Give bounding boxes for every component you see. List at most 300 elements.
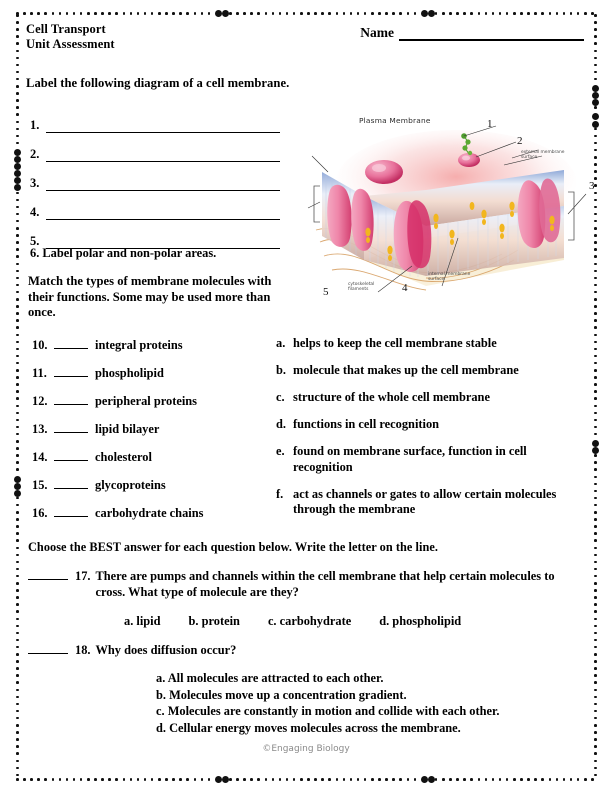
border-dot xyxy=(16,227,19,230)
border-dot xyxy=(16,767,19,770)
border-dot xyxy=(158,12,161,15)
border-dot xyxy=(73,778,76,781)
border-dot xyxy=(16,192,19,195)
title-line-1: Cell Transport xyxy=(26,22,106,36)
border-dot xyxy=(594,28,597,31)
q18-choice[interactable]: a. All molecules are attracted to each other. xyxy=(156,671,384,685)
border-dot xyxy=(293,778,296,781)
border-dot xyxy=(123,12,126,15)
match-definition-text: functions in cell recognition xyxy=(293,417,440,431)
border-dot xyxy=(229,778,232,781)
border-dot xyxy=(16,447,19,450)
border-dot xyxy=(470,12,473,15)
border-dot xyxy=(272,12,275,15)
border-dot xyxy=(594,376,597,379)
border-dot xyxy=(16,71,19,74)
border-dot xyxy=(52,12,55,15)
border-dot xyxy=(222,776,229,783)
border-dot xyxy=(594,703,597,706)
border-dot xyxy=(506,12,509,15)
border-dot xyxy=(594,426,597,429)
border-dot xyxy=(265,778,268,781)
border-dot xyxy=(594,21,597,24)
border-dot xyxy=(594,518,597,521)
border-dot xyxy=(16,390,19,393)
border-dot xyxy=(208,778,211,781)
border-dot xyxy=(399,778,402,781)
border-dot xyxy=(16,575,19,578)
match-term-row xyxy=(32,365,268,393)
border-dot xyxy=(16,128,19,131)
q17-answer-line[interactable] xyxy=(28,568,68,580)
q18-choices xyxy=(28,670,584,736)
border-dot xyxy=(215,776,222,783)
border-dot xyxy=(442,12,445,15)
border-dot xyxy=(16,78,19,81)
match-answer-line[interactable] xyxy=(54,449,88,461)
border-dot xyxy=(16,369,19,372)
border-dot xyxy=(357,12,360,15)
callout-number-2: 2 xyxy=(517,135,523,147)
q17-number: 17. xyxy=(75,569,91,583)
question-18 xyxy=(28,642,584,736)
border-dot xyxy=(594,504,597,507)
border-dot xyxy=(14,483,21,490)
border-dot xyxy=(16,106,19,109)
border-dot xyxy=(594,710,597,713)
match-term-number: 14. xyxy=(32,450,48,464)
border-dot xyxy=(73,12,76,15)
border-dot xyxy=(16,383,19,386)
border-dot xyxy=(16,263,19,266)
border-dot xyxy=(594,568,597,571)
border-dot xyxy=(485,12,488,15)
border-top xyxy=(16,10,596,16)
border-dot xyxy=(16,618,19,621)
callout-number-1: 1 xyxy=(487,118,493,130)
border-dot xyxy=(179,778,182,781)
border-dot xyxy=(16,681,19,684)
border-dot xyxy=(385,778,388,781)
border-dot xyxy=(594,383,597,386)
cytoskeletal-filaments-label: cytoskeletal filaments xyxy=(348,282,375,293)
match-definition-text: found on membrane surface, function in cell recognition xyxy=(293,444,527,474)
border-dot xyxy=(556,778,559,781)
border-dot xyxy=(577,778,580,781)
border-dot xyxy=(343,12,346,15)
border-dot xyxy=(584,12,587,15)
label-blanks-list xyxy=(30,104,280,249)
match-definition-row xyxy=(276,363,584,379)
match-term-number: 10. xyxy=(32,338,48,352)
border-dot xyxy=(594,397,597,400)
border-dot xyxy=(151,778,154,781)
callout-number-3: 3 xyxy=(589,180,595,192)
border-dot xyxy=(16,99,19,102)
q18-choice[interactable]: c. Molecules are constantly in motion and collide with each other. xyxy=(156,704,500,718)
border-dot xyxy=(16,305,19,308)
name-input-line[interactable] xyxy=(399,29,584,41)
border-dot xyxy=(556,12,559,15)
border-dot xyxy=(236,12,239,15)
border-dot xyxy=(594,532,597,535)
border-dot xyxy=(16,397,19,400)
border-dot xyxy=(449,12,452,15)
border-dot xyxy=(16,696,19,699)
border-dot xyxy=(534,778,537,781)
match-definition-row xyxy=(276,417,584,433)
border-dot xyxy=(16,589,19,592)
border-dot xyxy=(321,778,324,781)
border-dot xyxy=(594,717,597,720)
match-terms-column xyxy=(32,337,268,533)
border-dot xyxy=(478,778,481,781)
border-dot xyxy=(343,778,346,781)
border-dot xyxy=(16,248,19,251)
match-answer-line[interactable] xyxy=(54,365,88,377)
border-dot xyxy=(594,476,597,479)
border-dot xyxy=(16,731,19,734)
border-dot xyxy=(272,778,275,781)
q17-choice[interactable]: d. phospholipid xyxy=(379,614,462,628)
border-dot xyxy=(94,12,97,15)
border-dot xyxy=(594,71,597,74)
border-dot xyxy=(279,778,282,781)
border-dot xyxy=(80,12,83,15)
border-dot xyxy=(463,12,466,15)
border-dot xyxy=(158,778,161,781)
border-dot xyxy=(16,596,19,599)
match-answer-line[interactable] xyxy=(54,337,88,349)
border-dot xyxy=(16,646,19,649)
match-section-instruction: Match the types of membrane molecules with their functions. Some may be used more than once. xyxy=(28,274,272,320)
border-dot xyxy=(428,10,435,17)
border-dot xyxy=(137,12,140,15)
border-dot xyxy=(16,461,19,464)
border-dot xyxy=(16,561,19,564)
border-dot xyxy=(257,12,260,15)
callout-number-4: 4 xyxy=(402,282,408,294)
match-term-row xyxy=(32,337,268,365)
border-dot xyxy=(16,738,19,741)
border-dot xyxy=(594,681,597,684)
border-dot xyxy=(16,752,19,755)
label-section-instruction: Label the following diagram of a cell membrane. xyxy=(26,76,290,90)
q17-choice[interactable]: a. lipid xyxy=(124,614,161,628)
border-dot xyxy=(165,778,168,781)
q17-choices xyxy=(28,614,584,629)
border-dot xyxy=(16,610,19,613)
border-dot xyxy=(16,121,19,124)
border-dot xyxy=(300,12,303,15)
border-dot xyxy=(186,12,189,15)
border-bottom xyxy=(16,776,596,782)
q18-answer-line[interactable] xyxy=(28,642,68,654)
border-dot xyxy=(16,710,19,713)
q18-choice[interactable]: b. Molecules move up a concentration gradient. xyxy=(156,687,407,702)
border-dot xyxy=(594,731,597,734)
border-dot xyxy=(201,12,204,15)
question-17 xyxy=(28,568,584,629)
match-term-row xyxy=(32,393,268,421)
border-dot xyxy=(594,667,597,670)
match-definition-row xyxy=(276,390,584,406)
border-dot xyxy=(592,99,599,106)
border-dot xyxy=(428,776,435,783)
border-dot xyxy=(594,341,597,344)
border-dot xyxy=(16,341,19,344)
match-answer-line[interactable] xyxy=(54,393,88,405)
border-dot xyxy=(594,334,597,337)
q18-text: Why does diffusion occur? xyxy=(95,643,237,657)
border-dot xyxy=(279,12,282,15)
label-blank-line-3[interactable] xyxy=(46,179,280,191)
match-definition-letter: a. xyxy=(276,336,286,350)
border-dot xyxy=(463,778,466,781)
border-dot xyxy=(378,778,381,781)
match-term-label: lipid bilayer xyxy=(95,422,160,436)
border-dot xyxy=(594,326,597,329)
name-field-group xyxy=(360,25,584,41)
worksheet-header xyxy=(26,22,586,66)
border-dot xyxy=(385,12,388,15)
border-dot xyxy=(520,12,523,15)
border-dot xyxy=(541,778,544,781)
border-dot xyxy=(470,778,473,781)
border-dot xyxy=(144,12,147,15)
border-dot xyxy=(44,12,47,15)
border-dot xyxy=(16,689,19,692)
border-dot xyxy=(16,760,19,763)
border-dot xyxy=(594,412,597,415)
label-blank-row xyxy=(30,191,280,220)
border-dot xyxy=(594,525,597,528)
border-dot xyxy=(594,696,597,699)
border-dot xyxy=(594,660,597,663)
border-dot xyxy=(16,497,19,500)
border-dot xyxy=(16,57,19,60)
border-dot xyxy=(314,12,317,15)
border-dot xyxy=(336,778,339,781)
label-blank-number: 3. xyxy=(30,176,40,190)
border-dot xyxy=(16,674,19,677)
match-answer-line[interactable] xyxy=(54,505,88,517)
border-dot xyxy=(16,419,19,422)
border-dot xyxy=(144,778,147,781)
border-dot xyxy=(208,12,211,15)
border-dot xyxy=(594,348,597,351)
border-dot xyxy=(492,778,495,781)
border-dot xyxy=(594,554,597,557)
label-blank-row xyxy=(30,104,280,133)
label-blank-line-4[interactable] xyxy=(46,208,280,220)
border-dot xyxy=(16,625,19,628)
border-dot xyxy=(592,447,599,454)
match-definition-letter: b. xyxy=(276,363,286,377)
border-dot xyxy=(151,12,154,15)
border-dot xyxy=(16,653,19,656)
border-dot xyxy=(16,454,19,457)
border-dot xyxy=(594,596,597,599)
border-dot xyxy=(594,689,597,692)
border-dot xyxy=(594,369,597,372)
border-dot xyxy=(16,703,19,706)
border-dot xyxy=(16,426,19,429)
border-dot xyxy=(16,355,19,358)
page-title xyxy=(26,22,115,52)
border-dot xyxy=(130,12,133,15)
border-dot xyxy=(16,35,19,38)
border-dot xyxy=(37,12,40,15)
border-dot xyxy=(328,778,331,781)
border-dot xyxy=(66,778,69,781)
border-dot xyxy=(16,64,19,67)
border-dot xyxy=(563,12,566,15)
border-dot xyxy=(328,12,331,15)
border-dot xyxy=(435,12,438,15)
border-dot xyxy=(16,525,19,528)
border-dot xyxy=(16,405,19,408)
label-blank-number: 1. xyxy=(30,118,40,132)
border-dot xyxy=(16,667,19,670)
border-dot xyxy=(16,412,19,415)
q18-choice[interactable]: d. Cellular energy moves molecules across the membrane. xyxy=(156,720,461,735)
border-dot xyxy=(594,390,597,393)
match-answer-line[interactable] xyxy=(54,421,88,433)
border-dot xyxy=(300,778,303,781)
border-dot xyxy=(16,518,19,521)
border-dot xyxy=(16,135,19,138)
label-blank-line-1[interactable] xyxy=(46,121,280,133)
border-dot xyxy=(407,778,410,781)
match-term-number: 15. xyxy=(32,478,48,492)
border-dot xyxy=(594,774,597,777)
border-dot xyxy=(108,12,111,15)
border-dot xyxy=(52,778,55,781)
label-blank-row xyxy=(30,220,280,249)
border-dot xyxy=(16,291,19,294)
label-blank-number: 5. xyxy=(30,234,40,248)
border-dot xyxy=(16,511,19,514)
border-dot xyxy=(16,568,19,571)
border-dot xyxy=(594,752,597,755)
border-dot xyxy=(357,778,360,781)
label-blank-row xyxy=(30,162,280,191)
border-dot xyxy=(594,362,597,365)
border-dot xyxy=(123,778,126,781)
border-dot xyxy=(16,213,19,216)
external-membrane-surface-label: external membrane surface xyxy=(521,150,565,161)
label-blank-line-2[interactable] xyxy=(46,150,280,162)
border-dot xyxy=(456,12,459,15)
border-dot xyxy=(591,778,594,781)
border-dot xyxy=(16,85,19,88)
border-dot xyxy=(577,12,580,15)
border-dot xyxy=(492,12,495,15)
q18-number: 18. xyxy=(75,643,91,657)
q17-choice[interactable]: c. carbohydrate xyxy=(267,614,352,628)
border-dot xyxy=(541,12,544,15)
q17-choice[interactable]: b. protein xyxy=(188,614,240,628)
match-definition-text: structure of the whole cell membrane xyxy=(293,390,490,404)
match-term-row xyxy=(32,477,268,505)
border-dot xyxy=(435,778,438,781)
border-dot xyxy=(16,774,19,777)
border-dot xyxy=(594,64,597,67)
border-dot xyxy=(307,778,310,781)
border-dot xyxy=(594,618,597,621)
border-dot xyxy=(594,625,597,628)
match-definition-letter: f. xyxy=(276,486,284,501)
border-dot xyxy=(449,778,452,781)
border-dot xyxy=(506,778,509,781)
border-dot xyxy=(594,106,597,109)
border-dot xyxy=(94,778,97,781)
border-dot xyxy=(594,575,597,578)
match-answer-line[interactable] xyxy=(54,477,88,489)
border-dot xyxy=(23,778,26,781)
border-dot xyxy=(16,312,19,315)
border-dot xyxy=(594,497,597,500)
border-dot xyxy=(286,12,289,15)
border-dot xyxy=(594,639,597,642)
border-dot xyxy=(314,778,317,781)
match-term-row xyxy=(32,421,268,449)
border-dot xyxy=(442,778,445,781)
border-dot xyxy=(236,778,239,781)
border-dot xyxy=(594,760,597,763)
match-definition-text: molecule that makes up the cell membrane xyxy=(293,363,519,377)
border-dot xyxy=(407,12,410,15)
border-dot xyxy=(87,778,90,781)
match-term-number: 11. xyxy=(32,366,47,380)
border-dot xyxy=(570,12,573,15)
border-dot xyxy=(499,778,502,781)
border-dot xyxy=(30,12,33,15)
border-dot xyxy=(591,12,594,15)
border-dot xyxy=(16,532,19,535)
border-dot xyxy=(265,12,268,15)
border-dot xyxy=(16,142,19,145)
match-definition-row xyxy=(276,444,584,475)
border-dot xyxy=(250,778,253,781)
border-dot xyxy=(172,778,175,781)
border-dot xyxy=(594,674,597,677)
border-dot xyxy=(570,778,573,781)
border-dot xyxy=(14,184,21,191)
border-dot xyxy=(14,177,21,184)
border-dot xyxy=(16,220,19,223)
border-dot xyxy=(594,738,597,741)
border-dot xyxy=(80,778,83,781)
border-dot xyxy=(594,539,597,542)
border-dot xyxy=(594,419,597,422)
border-dot xyxy=(243,12,246,15)
border-dot xyxy=(594,14,597,17)
border-dot xyxy=(16,298,19,301)
match-definition-letter: d. xyxy=(276,417,286,431)
border-dot xyxy=(594,646,597,649)
border-dot xyxy=(16,582,19,585)
q17-text: There are pumps and channels within the cell membrane that help certain molecules to cross. What type of molecule are they? xyxy=(95,569,555,599)
border-dot xyxy=(16,603,19,606)
border-dot xyxy=(16,319,19,322)
border-dot xyxy=(14,476,21,483)
border-dot xyxy=(165,12,168,15)
border-dot xyxy=(594,582,597,585)
border-dot xyxy=(201,778,204,781)
match-term-row xyxy=(32,505,268,533)
